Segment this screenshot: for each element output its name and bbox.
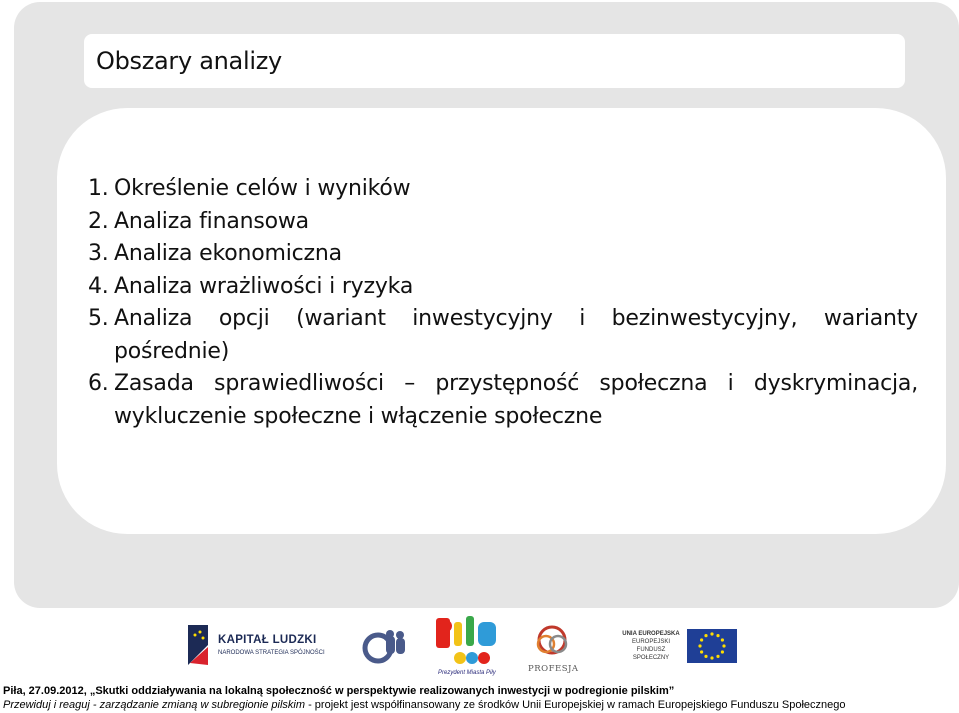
list-item xyxy=(88,238,918,271)
cbs-emblem-icon xyxy=(362,626,418,674)
list-item xyxy=(88,303,918,368)
footer-project-line xyxy=(3,699,846,711)
list-item xyxy=(88,206,918,239)
item-text: Analiza opcji (wariant inwestycyjny i bezinwestycyjny, warianty pośrednie) xyxy=(114,306,918,364)
item-number: 6. xyxy=(88,371,109,396)
eu-flag-icon xyxy=(687,629,737,663)
kapital-ludzki-logo xyxy=(186,620,326,680)
item-number: 4. xyxy=(88,273,109,299)
footer-project-funding: - projekt jest współfinansowany ze środków Unii Europejskiej w ramach Europejskiego Funduszu Społecznego xyxy=(305,699,846,711)
kapital-ludzki-text: KAPITAŁ LUDZKI xyxy=(218,634,317,646)
item-text: Analiza finansowa xyxy=(114,208,309,234)
eu-text-line: EUROPEJSKI xyxy=(631,639,670,645)
item-number: 5. xyxy=(88,306,109,331)
title-box xyxy=(84,34,905,88)
item-text: Analiza ekonomiczna xyxy=(114,241,342,266)
item-number: 2. xyxy=(88,208,109,234)
eu-text xyxy=(618,630,684,662)
eu-social-fund-logo xyxy=(618,626,743,668)
kapital-ludzki-flag-icon xyxy=(186,623,210,667)
footer-project-name: Przewiduj i reaguj - zarządzanie zmianą w subregionie pilskim xyxy=(3,699,306,711)
profesja-text: PROFESJA xyxy=(528,664,579,674)
profesja-logo xyxy=(522,624,582,680)
item-number: 1. xyxy=(88,176,109,201)
footer-event-line: Piła, 27.09.2012, „Skutki oddziaływania na lokalną społeczność w perspektywie realizowanych inwestycji w podregionie pilskim” xyxy=(3,685,675,697)
item-number: 3. xyxy=(88,241,109,266)
item-text: Analiza wrażliwości i ryzyka xyxy=(114,273,414,299)
pila-500-emblem-icon xyxy=(434,612,512,670)
pila-500-logo xyxy=(434,612,512,680)
pila-subtitle: Prezydent Miasta Piły xyxy=(438,670,496,676)
eu-text-line: UNIA EUROPEJSKA xyxy=(622,631,680,637)
cbs-logo xyxy=(362,626,418,674)
analysis-areas-list xyxy=(88,173,918,433)
profesja-emblem-icon xyxy=(522,624,582,662)
item-text: Zasada sprawiedliwości – przystępność społeczna i dyskryminacja, wykluczenie społeczne i włączenie społeczne xyxy=(114,371,918,429)
item-text: Określenie celów i wyników xyxy=(114,176,411,201)
slide-title: Obszary analizy xyxy=(96,47,282,75)
list-item xyxy=(88,271,918,304)
list-item xyxy=(88,173,918,206)
sponsor-logos-bar xyxy=(0,612,959,682)
kapital-ludzki-subtitle: NARODOWA STRATEGIA SPÓJNOŚCI xyxy=(218,650,325,656)
list-item xyxy=(88,368,918,433)
eu-text-line: FUNDUSZ SPOŁECZNY xyxy=(632,647,670,661)
